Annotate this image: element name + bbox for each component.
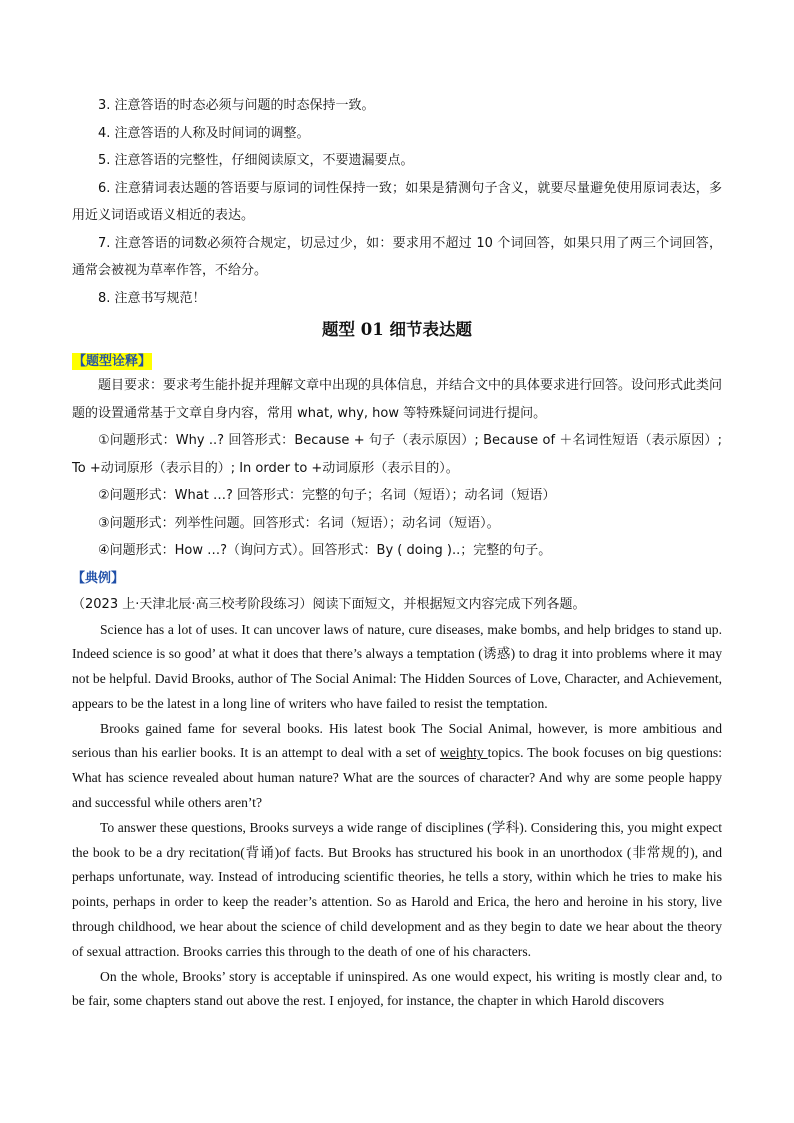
document-page [72,92,722,1014]
tip-item: 6. 注意猜词表达题的答语要与原词的词性保持一致；如果是猜测句子含义，就要尽量避免使用原词表达，多用近义词语或语义相近的表达。 [72,180,722,223]
explain-tag: 【题型诠释】 [73,354,152,369]
explain-paragraph: 题目要求：要求考生能扑捉并理解文章中出现的具体信息，并结合文中的具体要求进行回答。设问形式此类问题的设置通常基于文章自身内容，常用 what, why, how 等特殊疑问词进行提问。 [72,378,723,421]
passage-paragraph-4: On the whole, Brooks’ story is acceptable if uninspired. As one would expect, his writing is mostly clear and, to be fair, some chapters stand out above the rest. I enjoyed, for instance, the chapter in which Harold discovers [72,968,722,1009]
example-tag: 【典例】 [72,570,125,586]
section-title: 题型 01 细节表达题 [322,320,472,339]
passage-text: topics. The book focuses on big questions: What has science revealed about human nature? What are the sources of character? And why are some people happy and successful while others aren’t? [72,745,722,811]
explain-heading [72,348,722,372]
tip-item: 7. 注意答语的词数必须符合规定，切忌过少，如：要求用不超过 10 个词回答，如果只用了两三个词回答，通常会被视为草率作答，不给分。 [72,235,722,278]
tip-item: 8. 注意书写规范！ [98,290,206,306]
tip-item: 3. 注意答语的时态必须与问题的时态保持一致。 [98,98,375,113]
tip-item: 4. 注意答语的人称及时间词的调整。 [98,125,310,141]
explain-paragraph: ②问题形式：What …? 回答形式：完整的句子；名词（短语）；动名词（短语） [98,488,556,503]
passage-paragraph-2 [72,717,722,816]
example-heading [72,565,722,591]
example-source: （2023 上·天津北辰·高三校考阶段练习）阅读下面短文，并根据短文内容完成下列各题。 [72,596,586,612]
explain-paragraph: ③问题形式：列举性问题。回答形式：名词（短语）；动名词（短语）。 [98,515,500,531]
explain-paragraph: ④问题形式：How …?（询问方式）。回答形式：By ( doing )..；完整的句子。 [98,543,552,558]
passage-text: Brooks gained fame for several books. His latest book The Social Animal, however, is more ambitious and serious than his earlier books. It is an attempt to deal with a set of [72,720,722,761]
underlined-word: weighty [439,745,488,761]
passage-paragraph-1: Science has a lot of uses. It can uncover laws of nature, cure diseases, make bombs, and help bridges to stand up. Indeed science is so good’ at what it does that there’s always a temptation (诱惑) to drag it into problems where it may not be helpful. David Brooks, author of The Social Animal: The Hidden Sources of Love, Character, and Achievement, appears to be the latest in a long line of writers who have failed to resist the temptation. [72,621,722,711]
explain-paragraph: ①问题形式：Why ..? 回答形式：Because + 句子（表示原因）; Because of ＋名词性短语（表示原因）; To +动词原形（表示目的）; In order to +动词原形（表示目的）。 [72,433,722,476]
passage-paragraph-3: To answer these questions, Brooks surveys a wide range of disciplines (学科). Considering this, you might expect the book to be a dry recitation(背诵)of facts. But Brooks has structured his book in an unorthodox (非常规的), and perhaps unfortunate, way. Instead of introducing scientific theories, he tells a story, within which he tries to make his points, perhaps in order to keep the reader’s attention. So as Harold and Erica, the hero and heroine in his story, live through childhood, we hear about the science of child development and as they begin to date we hear about the theory of sexual attraction. Brooks carries this through to the death of one of his characters. [72,819,722,959]
tip-item: 5. 注意答语的完整性，仔细阅读原文，不要遗漏要点。 [98,153,414,168]
